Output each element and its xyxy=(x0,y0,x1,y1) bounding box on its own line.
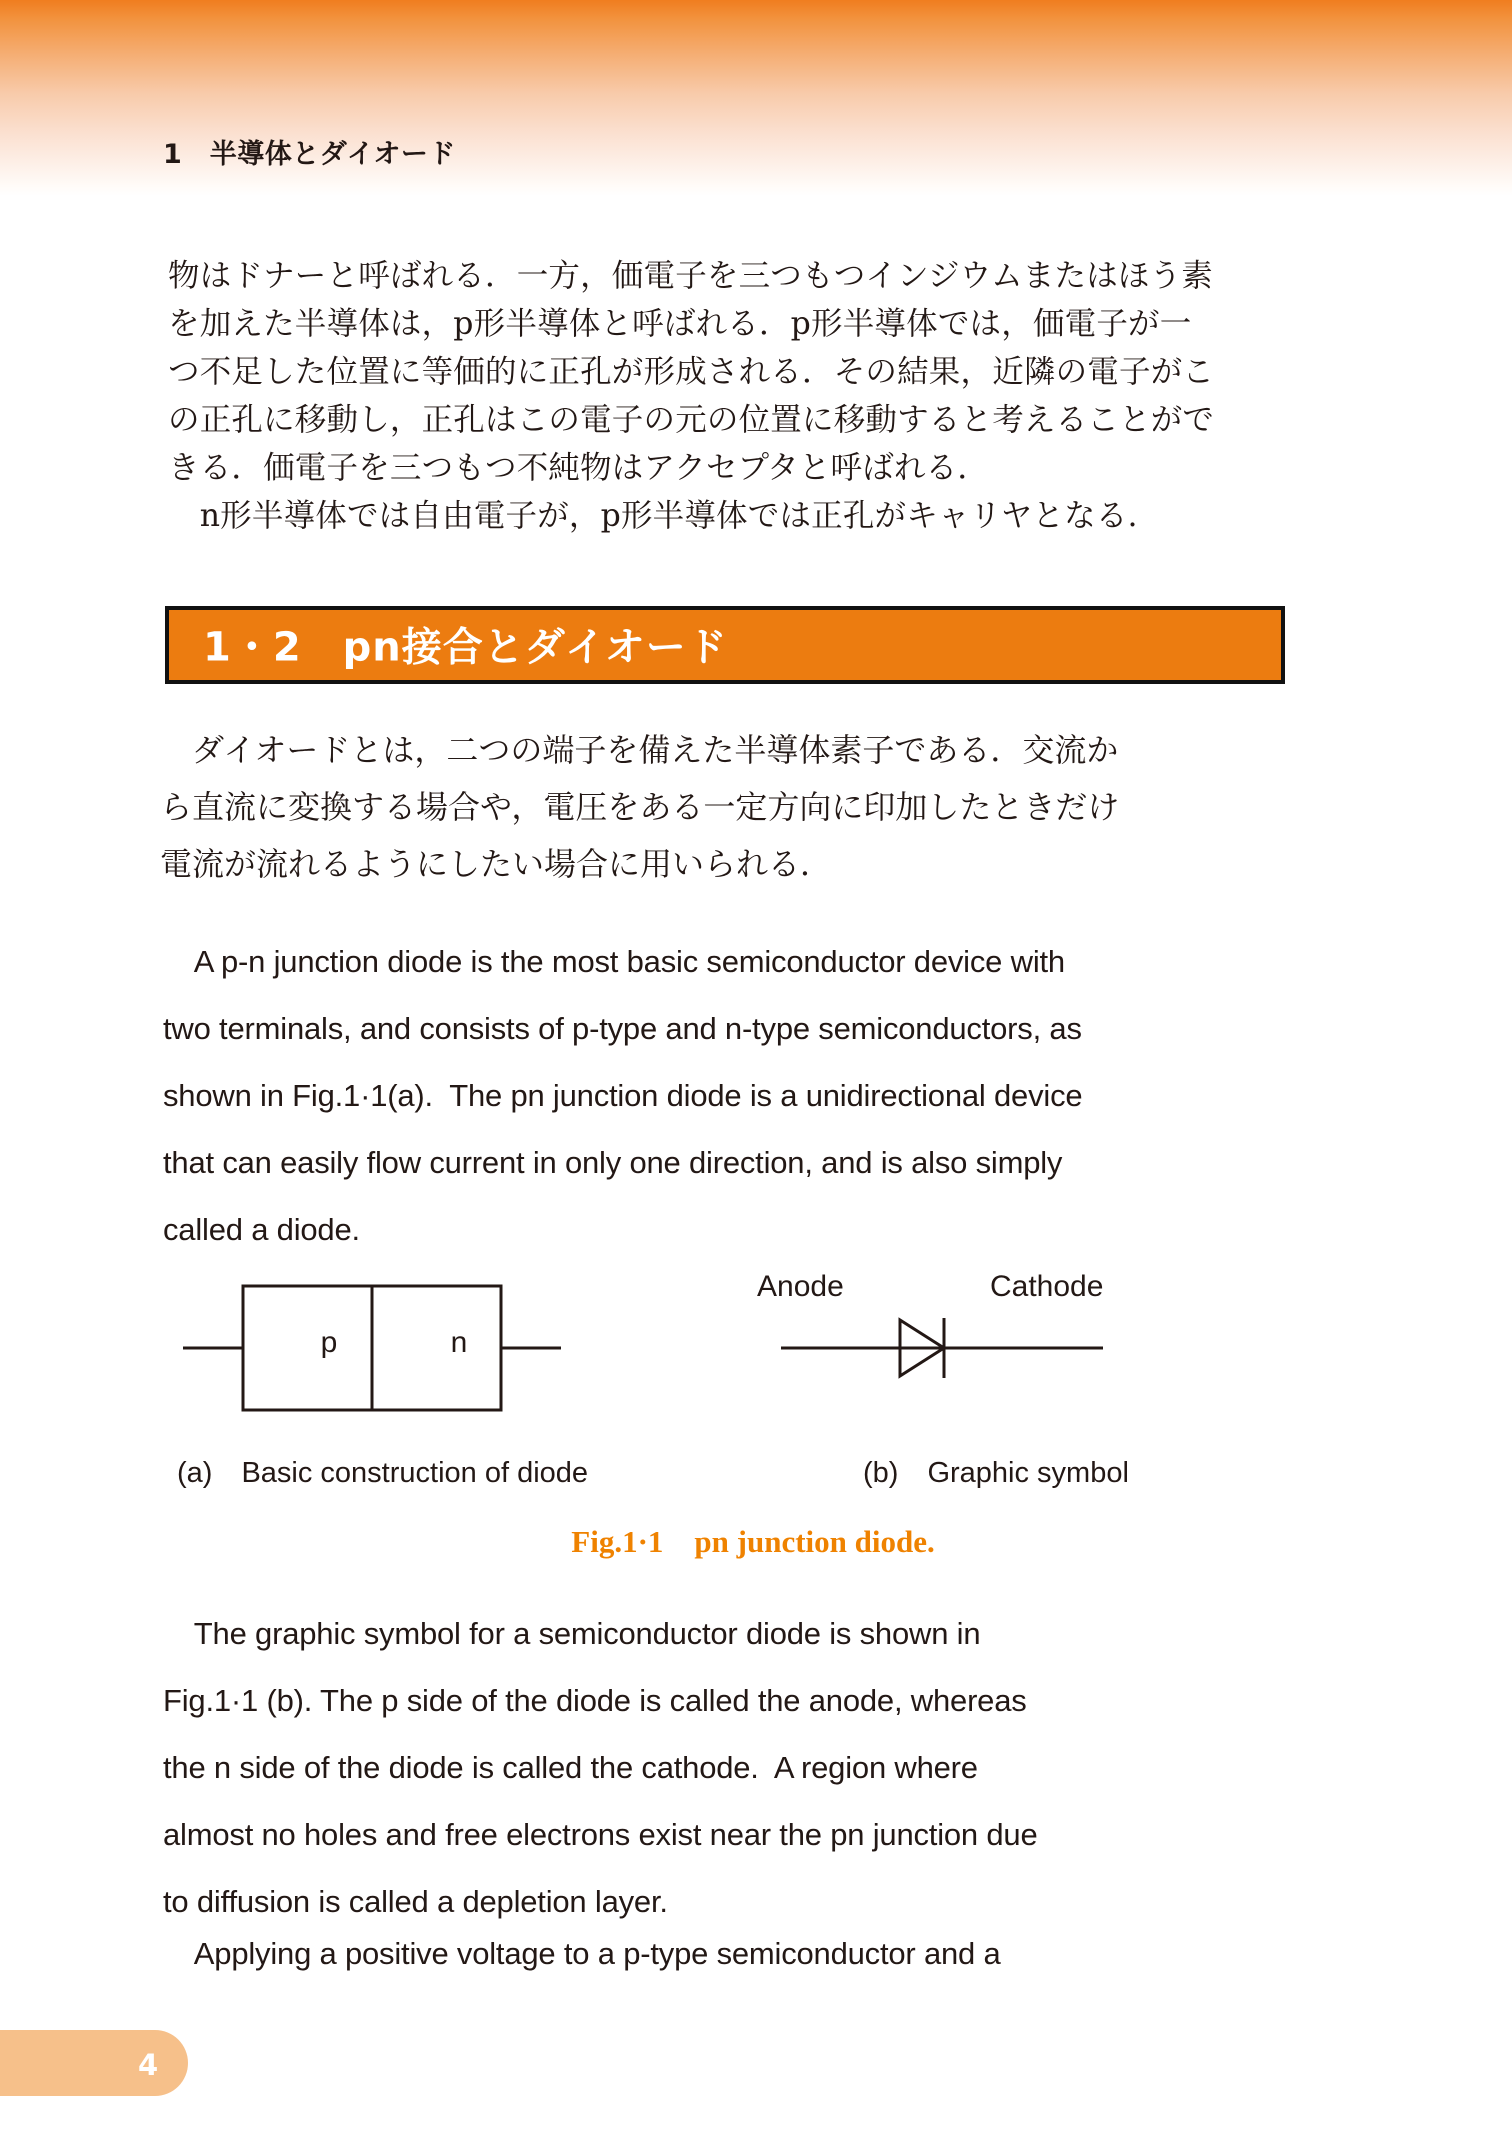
text-line: ら直流に変換する場合や，電圧をある一定方向に印加したときだけ xyxy=(160,788,1120,826)
section-heading-title: 1・2 pn接合とダイオード xyxy=(203,624,728,671)
english-paragraph-1 xyxy=(163,928,1323,1263)
terminal-label-anode: Anode xyxy=(757,1270,844,1303)
text-line: to diffusion is called a depletion layer. xyxy=(163,1884,668,1919)
text-line: を加えた半導体は，p形半導体と呼ばれる．p形半導体では，価電子が一 xyxy=(168,306,1192,342)
figure-1-1 xyxy=(163,1248,1343,1559)
text-line: 電流が流れるようにしたい場合に用いられる． xyxy=(160,845,833,883)
terminal-label-cathode: Cathode xyxy=(990,1270,1104,1303)
text-line: The graphic symbol for a semiconductor diode is shown in xyxy=(163,1616,981,1651)
text-line: の正孔に移動し，正孔はこの電子の元の位置に移動すると考えることがで xyxy=(168,402,1215,438)
text-line: Applying a positive voltage to a p-type semiconductor and a xyxy=(163,1936,1001,1971)
english-paragraph-3 xyxy=(163,1920,1333,1987)
english-paragraph-2 xyxy=(163,1600,1333,1935)
text-line: A p-n junction diode is the most basic semiconductor device with xyxy=(163,944,1065,979)
text-line: the n side of the diode is called the cathode. A region where xyxy=(163,1750,978,1785)
page-number-tab xyxy=(0,2030,188,2096)
text-line: つ不足した位置に等価的に正孔が形成される．その結果，近隣の電子がこ xyxy=(168,354,1215,390)
figure-caption: Fig.1·1 pn junction diode. xyxy=(571,1524,935,1559)
running-head: 1 半導体とダイオード xyxy=(163,139,456,170)
text-line: n形半導体では自由電子が，p形半導体では正孔がキャリヤとなる. xyxy=(168,498,1138,534)
text-line: that can easily flow current in only one direction, and is also simply xyxy=(163,1145,1063,1180)
diode-graphic-symbol xyxy=(781,1318,1103,1378)
text-line: almost no holes and free electrons exist near the pn junction due xyxy=(163,1817,1038,1852)
text-line: 物はドナーと呼ばれる．一方，価電子を三つもつインジウムまたはほう素 xyxy=(168,258,1214,294)
section-heading-bar xyxy=(165,606,1285,684)
text-line: called a diode. xyxy=(163,1212,360,1247)
text-line: Fig.1·1 (b). The p side of the diode is called the anode, whereas xyxy=(163,1683,1027,1718)
text-line: ダイオードとは，二つの端子を備えた半導体素子である．交流か xyxy=(160,731,1119,769)
text-line: きる．価電子を三つもつ不純物はアクセプタと呼ばれる． xyxy=(168,450,990,486)
japanese-paragraph-1 xyxy=(168,252,1300,540)
text-line: shown in Fig.1·1(a). The pn junction diode is a unidirectional device xyxy=(163,1078,1083,1113)
figure-sublabel-b: (b) Graphic symbol xyxy=(863,1457,1129,1489)
japanese-paragraph-2 xyxy=(160,722,1305,893)
page-number: 4 xyxy=(138,2048,159,2082)
region-label-n: n xyxy=(450,1326,468,1359)
text-line: two terminals, and consists of p-type and n-type semiconductors, as xyxy=(163,1011,1082,1046)
region-label-p: p xyxy=(320,1326,338,1359)
figure-sublabel-a: (a) Basic construction of diode xyxy=(177,1457,589,1489)
diode-construction-diagram xyxy=(183,1286,561,1410)
